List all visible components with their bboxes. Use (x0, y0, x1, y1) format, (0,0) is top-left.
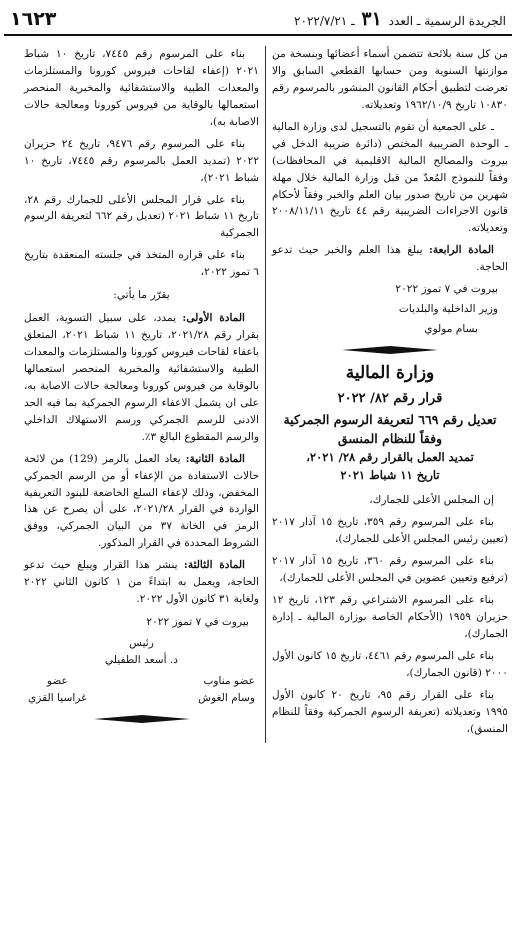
recital: بناء على المرسوم رقم ٣٥٩، تاريخ ١٥ آذار ٢٠١٧ (تعيين رئيس المجلس الأعلى للجمارك)، (272, 516, 508, 546)
decision-number: قرار رقم ٨٢/ ٢٠٢٢ (337, 391, 443, 407)
publication-title: الجريدة الرسمية ـ العدد (388, 14, 506, 28)
article-label: المادة الثالثة: (183, 559, 245, 572)
article-text: ينشر هذا القرار ويبلغ حيث تدعو الحاجة، ويعمل به ابتداءً من ١ كانون الثاني ٢٠٢٢ ولغاية ٣١ كانون الأول ٢٠٢٢. (24, 559, 259, 606)
left-column (20, 46, 266, 743)
member-name: وسام الغوش (198, 691, 255, 704)
recital: بناء على قراره المتخذ في جلسته المنعقدة بتاريخ ٦ تموز ٢٠٢٢، (24, 249, 259, 279)
article-four (272, 242, 508, 276)
two-columns (4, 46, 512, 743)
recital: بناء على المرسوم الاشتراعي رقم ١٢٣، تاريخ ١٢ حزيران ١٩٥٩ (الأحكام الخاصة بوزارة المالية ـ إدارة الجمارك)، (272, 594, 508, 640)
publication-line (294, 8, 506, 30)
member-title: عضو مناوب (203, 674, 255, 687)
right-column (266, 46, 512, 743)
page-number: ١٦٢٣ (10, 8, 57, 30)
divider-ornament-icon (94, 715, 190, 723)
article-text: يعاد العمل بالرمز (129) من لائحة حالات الاستفادة من الإعفاء أو من الرسم الجمركي المخفض، وذلك لإعفاء السلع الخاضعة للبنود التعريفية الواردة في القرار ٢٠٢١/٢٨، على أن يصرح عن هذا الرمز في الخانة ٣٧ من البيان الجمركي، ووفق الشروط المحددة في القرار المذكور. (24, 452, 260, 550)
member-right (198, 673, 255, 707)
ministry-heading: وزارة المالية (345, 363, 435, 383)
recital: بناء على القرار رقم ٩٥، تاريخ ٢٠ كانون الأول ١٩٩٥ وتعديلاته (تعريفة الرسوم الجمركية وفقاً للنظام المنسق)، (272, 688, 508, 735)
decision-subtitle: تاريخ ١١ شباط ٢٠٢١ (340, 467, 440, 482)
recital: بناء على المرسوم رقم ٣٦٠، تاريخ ١٥ آذار ٢٠١٧ (ترفيع وتعيين عضوين في المجلس الأعلى للجمارك)، (272, 555, 508, 585)
article-text: يبلغ هذا العلم والخبر حيث تدعو الحاجة. (272, 244, 508, 274)
decides-heading: يقرّر ما يأتي: (113, 289, 170, 302)
signature-name: بسام مولوي (424, 323, 478, 336)
article-two (24, 451, 259, 553)
paragraph: ـ على الجمعية أن تقوم بالتسجيل لدى وزارة المالية ـ الوحدة الضريبية المختص (دائرة ضريبة الدخل في بيروت والمصالح المالية الاقليمية في المحافظات) وفقاً للنموذج المُعدّ من قبل وزارة المالية خلال مهلة شهرين من تاريخ صدور بيان العلم والخبر وفقاً لأحكام قانون الاجراءات الضريبية رقم ٤٤ تاريخ ٢٠٠٨/١١/١١ وتعديلاته. (272, 120, 508, 235)
section-divider (272, 346, 508, 354)
signature-title: وزير الداخلية والبلديات (398, 303, 498, 316)
recital: بناء على المرسوم رقم ٩٤٧٦، تاريخ ٢٤ حزيران ٢٠٢٢ (تمديد العمل بالمرسوم رقم ٧٤٤٥، تاريخ ١٠ شباط ٢٠٢١)، (24, 137, 260, 184)
issue-date: ـ ٢٠٢٢/٧/٢١ (294, 14, 355, 28)
issue-number: ٣١ (361, 8, 382, 30)
divider-ornament-icon (342, 346, 438, 354)
article-label: المادة الأولى: (182, 312, 245, 325)
decision-title: تعديل رقم ٦٦٩ لتعريفة الرسوم الجمركية (283, 411, 497, 427)
decision-title: وفقاً للنظام المنسق (337, 431, 443, 447)
preamble: إن المجلس الأعلى للجمارك، (369, 494, 494, 507)
section-divider (24, 715, 259, 723)
signature-date: بيروت في ٧ تموز ٢٠٢٢ (146, 616, 249, 629)
article-label: المادة الثانية: (185, 452, 245, 465)
chair-name: د. أسعد الطفيلي (104, 653, 179, 666)
member-left (28, 673, 87, 707)
article-three (24, 557, 259, 608)
signature-date: بيروت في ٧ تموز ٢٠٢٢ (395, 283, 498, 296)
paragraph: من كل سنة بلائحة تتضمن أسماء أعضائها وبنسخة من موازنتها السنوية ومن حسابها القطعي السابق والا تعرضت لتطبيق أحكام القانون المنشور بالمرسوم رقم ١٠٨٣٠ تاريخ ١٩٦٢/١٠/٩ وتعديلاته. (272, 48, 508, 111)
decision-subtitle: تمديد العمل بالقرار رقم ٢٨/ ٢٠٢١، (306, 449, 474, 464)
members-block (28, 673, 255, 707)
page-header (4, 6, 512, 36)
recital: بناء على المرسوم رقم ٤٤٦١، تاريخ ١٥ كانون الأول ٢٠٠٠ (قانون الجمارك)، (272, 649, 508, 679)
article-label: المادة الرابعة: (428, 244, 495, 257)
article-one (24, 310, 259, 446)
member-title: عضو (46, 674, 68, 687)
article-text: يمدد، على سبيل التسوية، العمل بقرار رقم ٢٠٢١/٢٨، تاريخ ١١ شباط ٢٠٢١، المتعلق باعفاء لقاحات فيروس كورونا والمستلزمات والمعدات الطبية والاستشفائية والمخبرية المنحصر استعمالها بالوقاية من فيروس كورونا ومعالجة حالات الاصابة به، على ان يشمل الاعفاء الرسوم الجمركية بما فيه الحد الادنى للرسم الجمركي ورسم الاستهلاك الداخلي والرسم المقطوع البالغ ٣٪. (24, 312, 259, 443)
recital: بناء على المرسوم رقم ٧٤٤٥، تاريخ ١٠ شباط ٢٠٢١ (إعفاء لقاحات فيروس كورونا والمستلزمات والمعدات الطبية والاستشفائية والمخبرية المنحصر استعمالها بالوقاية من فيروس كورونا ومعالجة حالات الاصابة به)، (24, 48, 259, 128)
member-name: غراسيا القزي (28, 691, 87, 704)
recital: بناء على قرار المجلس الأعلى للجمارك رقم ٢٨، تاريخ ١١ شباط ٢٠٢١ (تعديل رقم ٦٦٢ لتعريفة الرسوم الجمركية (24, 193, 259, 240)
chair-title: رئيس (129, 637, 154, 649)
